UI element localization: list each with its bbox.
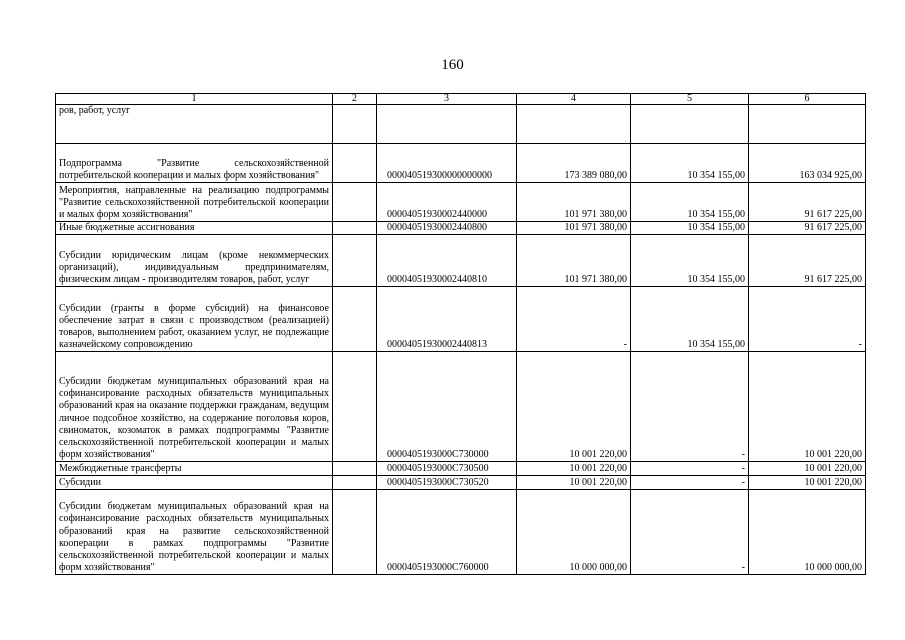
- row-col5-cell: -: [631, 490, 749, 575]
- row-col6-cell: 91 617 225,00: [749, 235, 866, 287]
- row-name-cell: Субсидии: [56, 476, 333, 490]
- budget-table: [55, 93, 866, 575]
- row-col4-cell: [517, 105, 631, 144]
- row-code-cell: 00004051930002440800: [377, 222, 517, 235]
- column-header: 1: [56, 94, 333, 105]
- row-col4-cell: 101 971 380,00: [517, 235, 631, 287]
- row-col5-cell: [631, 105, 749, 144]
- table-row: [56, 476, 866, 490]
- row-col6-cell: 91 617 225,00: [749, 222, 866, 235]
- row-name-cell: Иные бюджетные ассигнования: [56, 222, 333, 235]
- row-code-cell: 00004051930002440813: [377, 287, 517, 352]
- row-code-cell: 0000405193000С760000: [377, 490, 517, 575]
- row-code-cell: 000040519300000000000: [377, 144, 517, 183]
- row-name-cell: Межбюджетные трансферты: [56, 462, 333, 476]
- row-col5-cell: 10 354 155,00: [631, 222, 749, 235]
- row-col4-cell: 173 389 080,00: [517, 144, 631, 183]
- row-col6-cell: 10 000 000,00: [749, 490, 866, 575]
- row-col5-cell: 10 354 155,00: [631, 183, 749, 222]
- row-col4-cell: -: [517, 287, 631, 352]
- row-code-cell: 0000405193000С730500: [377, 462, 517, 476]
- row-col2-cell: [333, 352, 377, 462]
- table-row: [56, 183, 866, 222]
- row-col4-cell: 10 001 220,00: [517, 476, 631, 490]
- row-col2-cell: [333, 235, 377, 287]
- row-name-cell: Субсидии бюджетам муниципальных образований края на софинансирование расходных обязательств муниципальных образований края на развитие сельскохозяйственной кооперации в рамках подпрограммы "Развитие сельскохозяйственной потребительской кооперации и малых форм хозяйствования": [56, 490, 333, 575]
- table-row: [56, 105, 866, 144]
- row-code-cell: 0000405193000С730000: [377, 352, 517, 462]
- column-header: 5: [631, 94, 749, 105]
- table-row: [56, 144, 866, 183]
- row-col5-cell: -: [631, 352, 749, 462]
- row-code-cell: 00004051930002440000: [377, 183, 517, 222]
- row-col2-cell: [333, 490, 377, 575]
- row-col5-cell: 10 354 155,00: [631, 287, 749, 352]
- row-col2-cell: [333, 144, 377, 183]
- page-number: 160: [441, 57, 464, 73]
- column-header: 6: [749, 94, 866, 105]
- row-col4-cell: 10 001 220,00: [517, 462, 631, 476]
- table-header-row: [56, 94, 866, 105]
- row-col6-cell: 163 034 925,00: [749, 144, 866, 183]
- table-row: [56, 235, 866, 287]
- row-col2-cell: [333, 183, 377, 222]
- row-col5-cell: -: [631, 476, 749, 490]
- table-body: [56, 94, 866, 575]
- table-row: [56, 287, 866, 352]
- row-col2-cell: [333, 287, 377, 352]
- row-col6-cell: 10 001 220,00: [749, 476, 866, 490]
- row-name-cell: Субсидии (гранты в форме субсидий) на финансовое обеспечение затрат в связи с производством (реализацией) товаров, выполнением работ, оказанием услуг, не подлежащие казначейскому сопровождению: [56, 287, 333, 352]
- row-col2-cell: [333, 105, 377, 144]
- row-code-cell: 0000405193000С730520: [377, 476, 517, 490]
- row-col4-cell: 101 971 380,00: [517, 222, 631, 235]
- row-col4-cell: 101 971 380,00: [517, 183, 631, 222]
- row-name-cell: Мероприятия, направленные на реализацию подпрограммы "Развитие сельскохозяйственной потребительской кооперации и малых форм хозяйствования": [56, 183, 333, 222]
- row-col2-cell: [333, 476, 377, 490]
- table-row: [56, 462, 866, 476]
- row-col4-cell: 10 000 000,00: [517, 490, 631, 575]
- row-name-cell: Подпрограмма "Развитие сельскохозяйственной потребительской кооперации и малых форм хозяйствования": [56, 144, 333, 183]
- row-code-cell: [377, 105, 517, 144]
- column-header: 3: [377, 94, 517, 105]
- row-col5-cell: 10 354 155,00: [631, 144, 749, 183]
- row-col6-cell: 10 001 220,00: [749, 352, 866, 462]
- table-row: [56, 222, 866, 235]
- row-name-cell: Субсидии юридическим лицам (кроме некоммерческих организаций), индивидуальным предпринимателям, физическим лицам - производителям товаров, работ, услуг: [56, 235, 333, 287]
- row-col2-cell: [333, 222, 377, 235]
- table-row: [56, 490, 866, 575]
- column-header: 4: [517, 94, 631, 105]
- table-row: [56, 352, 866, 462]
- row-name-cell: ров, работ, услуг: [56, 105, 333, 144]
- row-col6-cell: 91 617 225,00: [749, 183, 866, 222]
- row-col2-cell: [333, 462, 377, 476]
- row-col4-cell: 10 001 220,00: [517, 352, 631, 462]
- row-col5-cell: -: [631, 462, 749, 476]
- row-name-cell: Субсидии бюджетам муниципальных образований края на софинансирование расходных обязательств муниципальных образований края на оказание поддержки гражданам, ведущим личное подсобное хозяйство, на содержание поголовья коров, свиноматок, козоматок в рамках подпрограммы "Развитие сельскохозяйственной потребительской кооперации и малых форм хозяйствования": [56, 352, 333, 462]
- row-col6-cell: -: [749, 287, 866, 352]
- row-col6-cell: 10 001 220,00: [749, 462, 866, 476]
- column-header: 2: [333, 94, 377, 105]
- row-col6-cell: [749, 105, 866, 144]
- row-code-cell: 00004051930002440810: [377, 235, 517, 287]
- row-col5-cell: 10 354 155,00: [631, 235, 749, 287]
